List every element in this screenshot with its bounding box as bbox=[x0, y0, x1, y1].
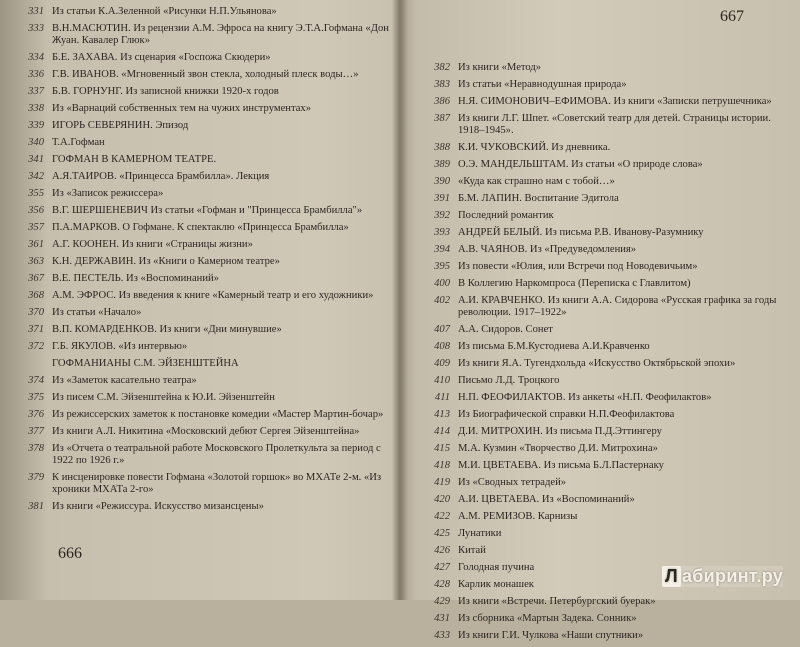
toc-entry bbox=[6, 205, 390, 217]
toc-entry bbox=[6, 6, 390, 18]
toc-entry bbox=[416, 79, 792, 91]
toc-entry-page-number: 378 bbox=[28, 443, 44, 454]
toc-list-right bbox=[416, 62, 792, 647]
toc-entry-title: Из книги Я.А. Тугендхольда «Искусство Октябрьской эпохи» bbox=[458, 358, 736, 369]
toc-entry-page-number: 387 bbox=[434, 113, 450, 124]
toc-entry-page-number: 410 bbox=[434, 375, 450, 386]
toc-entry-title: В.Е. ПЕСТЕЛЬ. Из «Воспоминаний» bbox=[52, 273, 219, 284]
toc-entry-title: Б.Е. ЗАХАВА. Из сценария «Госпожа Скюдери» bbox=[52, 52, 271, 63]
toc-entry-page-number: 402 bbox=[434, 295, 450, 306]
toc-entry bbox=[416, 477, 792, 489]
toc-entry-page-number: 408 bbox=[434, 341, 450, 352]
toc-entry bbox=[416, 545, 792, 557]
toc-entry-page-number: 371 bbox=[28, 324, 44, 335]
toc-entry-page-number: 427 bbox=[434, 562, 450, 573]
toc-entry-page-number: 420 bbox=[434, 494, 450, 505]
toc-entry-title: Д.И. МИТРОХИН. Из письма П.Д.Эттингеру bbox=[458, 426, 662, 437]
toc-entry-title: В Коллегию Наркомпроса (Переписка с Главлитом) bbox=[458, 278, 691, 289]
toc-entry bbox=[416, 62, 792, 74]
toc-entry-page-number: 377 bbox=[28, 426, 44, 437]
toc-entry bbox=[6, 409, 390, 421]
toc-entry-title: Из «Варнаций собственных тем на чужих инструментах» bbox=[52, 103, 312, 114]
toc-entry-page-number: 418 bbox=[434, 460, 450, 471]
toc-entry-title: Г.В. ИВАНОВ. «Мгновенный звон стекла, холодный плеск воды…» bbox=[52, 69, 359, 80]
toc-entry-title: А.М. РЕМИЗОВ. Карнизы bbox=[458, 511, 578, 522]
toc-entry-page-number: 334 bbox=[28, 52, 44, 63]
toc-entry-page-number: 391 bbox=[434, 193, 450, 204]
toc-entry-title: Т.А.Гофман bbox=[52, 137, 105, 148]
toc-entry bbox=[416, 295, 792, 319]
toc-entry-title: К инсценировке повести Гофмана «Золотой горшок» во МХАТе 2-м. «Из хроники МХАТа 2-го» bbox=[52, 472, 382, 495]
toc-entry-title: Из статьи «Начало» bbox=[52, 307, 142, 318]
toc-entry-title: АНДРЕЙ БЕЛЫЙ. Из письма Р.В. Иванову-Разумнику bbox=[458, 227, 704, 238]
toc-entry bbox=[6, 256, 390, 268]
toc-entry-page-number: 342 bbox=[28, 171, 44, 182]
toc-entry bbox=[6, 103, 390, 115]
toc-entry-page-number: 331 bbox=[28, 6, 44, 17]
toc-entry-title: А.Г. КООНЕН. Из книги «Страницы жизни» bbox=[52, 239, 253, 250]
toc-entry bbox=[6, 290, 390, 302]
toc-entry bbox=[6, 273, 390, 285]
toc-entry-title: В.Н.МАСЮТИН. Из рецензии А.М. Эфроса на книгу Э.Т.А.Гофмана «Дон Жуан. Кавалер Глюк» bbox=[52, 23, 389, 46]
toc-entry-title: В.Г. ШЕРШЕНЕВИЧ Из статьи «Гофман и "Принцесса Брамбилла"» bbox=[52, 205, 363, 216]
toc-entry-title: Письмо Л.Д. Троцкого bbox=[458, 375, 560, 386]
toc-entry-page-number: 428 bbox=[434, 579, 450, 590]
toc-entry bbox=[416, 341, 792, 353]
left-page bbox=[0, 0, 398, 600]
toc-entry-page-number: 393 bbox=[434, 227, 450, 238]
toc-entry-title: Из книги Г.И. Чулкова «Наши спутники» bbox=[458, 630, 644, 641]
toc-entry-title: Из статьи «Неравнодушная природа» bbox=[458, 79, 627, 90]
toc-entry-title: А.Я.ТАИРОВ. «Принцесса Брамбилла». Лекция bbox=[52, 171, 270, 182]
toc-entry-page-number: 355 bbox=[28, 188, 44, 199]
toc-entry-page-number: 392 bbox=[434, 210, 450, 221]
toc-entry-page-number: 429 bbox=[434, 596, 450, 607]
toc-entry-page-number: 426 bbox=[434, 545, 450, 556]
toc-entry-title: Из повести «Юлия, или Встречи под Новодевичьим» bbox=[458, 261, 698, 272]
toc-entry-title: ГОФМАНИАНЫ С.М. ЭЙЗЕНШТЕЙНА bbox=[52, 358, 239, 369]
toc-entry-title: Из писем С.М. Эйзенштейна к Ю.И. Эйзенштейн bbox=[52, 392, 275, 403]
toc-entry bbox=[6, 52, 390, 64]
toc-entry-page-number: 372 bbox=[28, 341, 44, 352]
toc-entry-title: М.И. ЦВЕТАЕВА. Из письма Б.Л.Пастернаку bbox=[458, 460, 664, 471]
toc-entry-page-number: 376 bbox=[28, 409, 44, 420]
toc-entry bbox=[416, 142, 792, 154]
toc-entry-title: П.А.МАРКОВ. О Гофмане. К спектаклю «Принцесса Брамбилла» bbox=[52, 222, 349, 233]
toc-entry bbox=[416, 528, 792, 540]
labirint-watermark bbox=[662, 566, 783, 587]
toc-entry bbox=[416, 392, 792, 404]
toc-entry bbox=[6, 222, 390, 234]
toc-entry bbox=[416, 409, 792, 421]
toc-entry-title: Из книги «Метод» bbox=[458, 62, 542, 73]
toc-entry bbox=[416, 630, 792, 642]
toc-entry-title: Из книги Л.Г. Шпет. «Советский театр для детей. Страницы истории. 1918–1945». bbox=[458, 113, 771, 136]
toc-entry-page-number: 379 bbox=[28, 472, 44, 483]
toc-entry-title: Карлик монашек bbox=[458, 579, 534, 590]
toc-entry-page-number: 394 bbox=[434, 244, 450, 255]
toc-entry bbox=[6, 239, 390, 251]
toc-entry-title: Из «Записок режиссера» bbox=[52, 188, 164, 199]
toc-entry bbox=[6, 392, 390, 404]
toc-entry bbox=[416, 596, 792, 608]
toc-entry bbox=[416, 460, 792, 472]
toc-entry-title: Из статьи К.А.Зеленной «Рисунки Н.П.Ульянова» bbox=[52, 6, 277, 17]
toc-entry-page-number: 367 bbox=[28, 273, 44, 284]
page-number-right: 667 bbox=[720, 8, 744, 25]
toc-entry-page-number: 400 bbox=[434, 278, 450, 289]
toc-entry-page-number: 409 bbox=[434, 358, 450, 369]
toc-entry-title: Последний романтик bbox=[458, 210, 554, 221]
toc-entry-title: А.М. ЭФРОС. Из введения к книге «Камерный театр и его художники» bbox=[52, 290, 374, 301]
toc-entry bbox=[416, 227, 792, 239]
toc-entry-title: Из Биографической справки Н.П.Феофилактова bbox=[458, 409, 675, 420]
toc-entry bbox=[6, 137, 390, 149]
toc-entry-page-number: 383 bbox=[434, 79, 450, 90]
toc-entry bbox=[416, 278, 792, 290]
toc-entry-page-number: 363 bbox=[28, 256, 44, 267]
toc-entry bbox=[416, 324, 792, 336]
toc-entry-title: Из книги А.Л. Никитина «Московский дебют Сергея Эйзенштейна» bbox=[52, 426, 360, 437]
toc-entry bbox=[6, 120, 390, 132]
toc-entry-page-number: 425 bbox=[434, 528, 450, 539]
toc-entry-page-number: 395 bbox=[434, 261, 450, 272]
toc-entry-page-number: 388 bbox=[434, 142, 450, 153]
toc-list-left bbox=[6, 6, 390, 518]
toc-entry bbox=[416, 261, 792, 273]
toc-entry-title: А.И. КРАВЧЕНКО. Из книги А.А. Сидорова «Русская графика за годы революции. 1917–1922» bbox=[458, 295, 777, 318]
toc-entry-title: Б.В. ГОРНУНГ. Из записной книжки 1920-х годов bbox=[52, 86, 279, 97]
watermark-text: абиринт.ру bbox=[681, 566, 784, 586]
toc-entry-page-number: 407 bbox=[434, 324, 450, 335]
toc-entry bbox=[416, 494, 792, 506]
toc-entry-page-number: 370 bbox=[28, 307, 44, 318]
toc-entry-page-number: 338 bbox=[28, 103, 44, 114]
toc-entry-title: ГОФМАН В КАМЕРНОМ ТЕАТРЕ. bbox=[52, 154, 217, 165]
toc-entry bbox=[6, 69, 390, 81]
toc-entry-page-number: 375 bbox=[28, 392, 44, 403]
toc-entry-page-number: 361 bbox=[28, 239, 44, 250]
toc-entry-title: М.А. Кузмин «Творчество Д.И. Митрохина» bbox=[458, 443, 658, 454]
toc-entry bbox=[6, 375, 390, 387]
toc-entry bbox=[6, 324, 390, 336]
toc-entry-title: Н.Я. СИМОНОВИЧ–ЕФИМОВА. Из книги «Записки петрушечника» bbox=[458, 96, 772, 107]
toc-entry bbox=[6, 86, 390, 98]
toc-entry-page-number: 368 bbox=[28, 290, 44, 301]
toc-entry-page-number: 413 bbox=[434, 409, 450, 420]
toc-entry-page-number: 389 bbox=[434, 159, 450, 170]
toc-entry-page-number: 414 bbox=[434, 426, 450, 437]
watermark-logo-mark: Л bbox=[662, 566, 681, 587]
toc-entry-page-number: 419 bbox=[434, 477, 450, 488]
toc-entry bbox=[416, 358, 792, 370]
toc-entry-title: Голодная пучина bbox=[458, 562, 535, 573]
toc-entry-page-number: 390 bbox=[434, 176, 450, 187]
toc-entry-title: Из письма Б.М.Кустодиева А.И.Кравченко bbox=[458, 341, 650, 352]
toc-entry bbox=[416, 113, 792, 137]
toc-entry bbox=[416, 159, 792, 171]
toc-entry-title: Из «Заметок касательно театра» bbox=[52, 375, 197, 386]
toc-entry bbox=[6, 426, 390, 438]
toc-entry-title: Б.М. ЛАПИН. Воспитание Эдитола bbox=[458, 193, 619, 204]
toc-entry-title: Из книги «Режиссура. Искусство мизансцены» bbox=[52, 501, 264, 512]
toc-entry-title: О.Э. МАНДЕЛЬШТАМ. Из статьи «О природе слова» bbox=[458, 159, 703, 170]
toc-entry-page-number: 336 bbox=[28, 69, 44, 80]
toc-entry-title: «Куда как страшно нам с тобой…» bbox=[458, 176, 615, 187]
toc-entry bbox=[416, 176, 792, 188]
toc-entry-page-number: 340 bbox=[28, 137, 44, 148]
toc-entry-page-number: 341 bbox=[28, 154, 44, 165]
toc-entry bbox=[6, 443, 390, 467]
toc-entry-page-number: 356 bbox=[28, 205, 44, 216]
toc-entry-title: К.И. ЧУКОВСКИЙ. Из дневника. bbox=[458, 142, 611, 153]
toc-entry-title: К.Н. ДЕРЖАВИН. Из «Книги о Камерном театре» bbox=[52, 256, 280, 267]
toc-entry-page-number: 382 bbox=[434, 62, 450, 73]
toc-entry bbox=[6, 307, 390, 319]
toc-entry-title: ИГОРЬ СЕВЕРЯНИН. Эпизод bbox=[52, 120, 189, 131]
toc-entry bbox=[416, 193, 792, 205]
page-number-left: 666 bbox=[58, 545, 82, 562]
toc-entry-title: В.П. КОМАРДЕНКОВ. Из книги «Дни минувшие» bbox=[52, 324, 282, 335]
toc-entry-title: Из книги «Встречи. Петербургский буерак» bbox=[458, 596, 656, 607]
toc-entry bbox=[416, 244, 792, 256]
toc-entry-title: А.А. Сидоров. Сонет bbox=[458, 324, 553, 335]
toc-entry bbox=[416, 443, 792, 455]
toc-entry-page-number: 433 bbox=[434, 630, 450, 641]
toc-entry-title: Из «Сводных тетрадей» bbox=[458, 477, 567, 488]
toc-entry-page-number: 333 bbox=[28, 23, 44, 34]
toc-entry-title: Лунатики bbox=[458, 528, 502, 539]
right-page bbox=[402, 0, 800, 641]
toc-entry-page-number: 386 bbox=[434, 96, 450, 107]
toc-entry-page-number: 339 bbox=[28, 120, 44, 131]
toc-entry-page-number: 415 bbox=[434, 443, 450, 454]
toc-entry-title: Из «Отчета о театральной работе Московского Пролеткульта за период с 1922 по 1926 г.» bbox=[52, 443, 381, 466]
toc-entry-title: Китай bbox=[458, 545, 486, 556]
toc-entry-page-number: 374 bbox=[28, 375, 44, 386]
toc-entry-title: А.И. ЦВЕТАЕВА. Из «Воспоминаний» bbox=[458, 494, 635, 505]
toc-entry bbox=[416, 96, 792, 108]
toc-entry-title: Н.П. ФЕОФИЛАКТОВ. Из анкеты «Н.П. Феофилактов» bbox=[458, 392, 712, 403]
toc-entry bbox=[6, 188, 390, 200]
toc-entry-page-number: 431 bbox=[434, 613, 450, 624]
toc-entry bbox=[6, 358, 390, 370]
toc-entry bbox=[6, 171, 390, 183]
toc-entry bbox=[416, 375, 792, 387]
toc-entry-title: Из режиссерских заметок к постановке комедии «Мастер Мартин-бочар» bbox=[52, 409, 384, 420]
toc-entry bbox=[6, 501, 390, 513]
toc-entry-title: Из сборника «Мартын Задека. Сонник» bbox=[458, 613, 637, 624]
toc-entry bbox=[416, 511, 792, 523]
toc-entry bbox=[416, 426, 792, 438]
toc-entry bbox=[6, 341, 390, 353]
toc-entry bbox=[416, 210, 792, 222]
toc-entry bbox=[6, 472, 390, 496]
toc-entry bbox=[6, 23, 390, 47]
toc-entry-page-number: 357 bbox=[28, 222, 44, 233]
toc-entry-title: Г.Б. ЯКУЛОВ. «Из интервью» bbox=[52, 341, 188, 352]
toc-entry-title: А.В. ЧАЯНОВ. Из «Предуведомления» bbox=[458, 244, 637, 255]
toc-entry-page-number: 422 bbox=[434, 511, 450, 522]
toc-entry-page-number: 337 bbox=[28, 86, 44, 97]
toc-entry bbox=[416, 613, 792, 625]
toc-entry-page-number: 411 bbox=[434, 392, 450, 403]
toc-entry bbox=[6, 154, 390, 166]
toc-entry-page-number: 381 bbox=[28, 501, 44, 512]
